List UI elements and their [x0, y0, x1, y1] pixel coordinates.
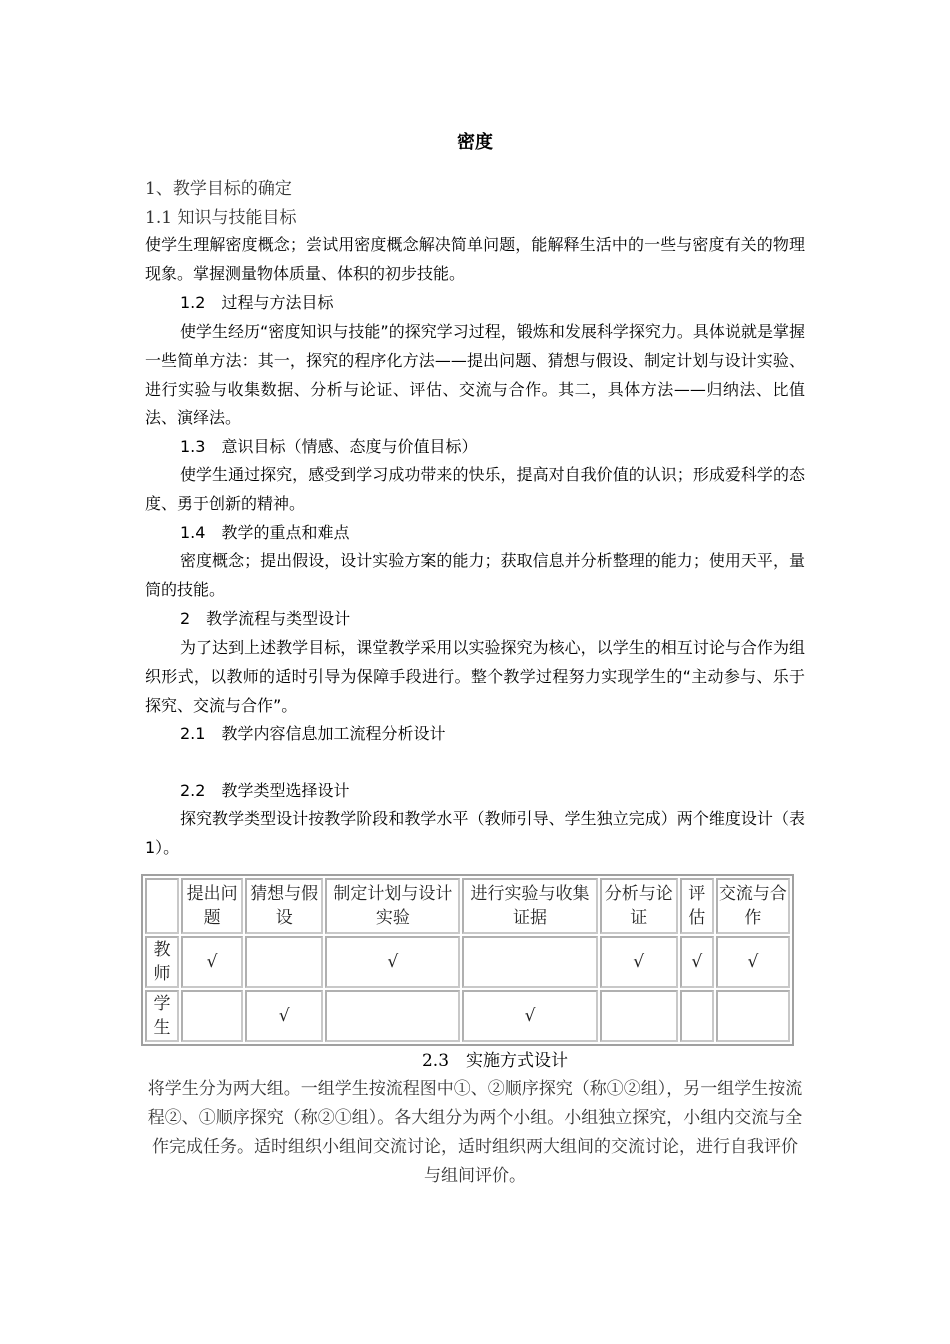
table-cell	[680, 990, 714, 1042]
table-row	[145, 936, 790, 988]
table-cell: √	[716, 936, 790, 988]
section-heading-1: 1、教学目标的确定	[145, 179, 292, 199]
table-cell: √	[245, 990, 323, 1042]
table-header-cell: 评估	[680, 878, 714, 934]
section-heading-2-3: 2.3 实施方式设计	[421, 1051, 569, 1071]
table-cell: √	[181, 936, 243, 988]
table-cell	[716, 990, 790, 1042]
section-heading-1-1: 1.1 知识与技能目标	[145, 208, 297, 228]
section-heading-2: 2 教学流程与类型设计	[180, 609, 351, 628]
section-heading-2-1: 2.1 教学内容信息加工流程分析设计	[180, 724, 446, 743]
paragraph-1-3: 使学生通过探究，感受到学习成功带来的快乐，提高对自我价值的认识；形成爱科学的态度、勇于创新的精神。	[145, 465, 805, 513]
teaching-type-table	[141, 874, 794, 1046]
table-cell	[462, 936, 597, 988]
paragraph-2-2: 探究教学类型设计按教学阶段和教学水平（教师引导、学生独立完成）两个维度设计（表1）。	[145, 809, 805, 857]
table-row	[145, 990, 790, 1042]
table-cell	[325, 990, 460, 1042]
table-header-cell: 交流与合作	[716, 878, 790, 934]
table-cell	[181, 990, 243, 1042]
table-cell: √	[325, 936, 460, 988]
table-header-cell: 进行实验与收集证据	[462, 878, 597, 934]
table-header-cell: 提出问题	[181, 878, 243, 934]
section-heading-2-2: 2.2 教学类型选择设计	[180, 781, 350, 800]
doc-title: 密度	[457, 132, 493, 153]
table-cell	[245, 936, 323, 988]
paragraph-1-4: 密度概念；提出假设，设计实验方案的能力；获取信息并分析整理的能力；使用天平，量筒的技能。	[145, 551, 805, 599]
table-header-cell: 制定计划与设计实验	[325, 878, 460, 934]
table-cell	[600, 990, 678, 1042]
paragraph-2-3: 将学生分为两大组。一组学生按流程图中①、②顺序探究（称①②组），另一组学生按流程②、①顺序探究（称②①组）。各大组分为两个小组。小组独立探究，小组内交流与全作完成任务。适时组织小组间交流讨论，适时组织两大组间的交流讨论，进行自我评价与组间评价。	[147, 1079, 803, 1186]
table-header-cell: 猜想与假设	[245, 878, 323, 934]
table-cell: √	[462, 990, 597, 1042]
paragraph-2: 为了达到上述教学目标，课堂教学采用以实验探究为核心，以学生的相互讨论与合作为组织形式，以教师的适时引导为保障手段进行。整个教学过程努力实现学生的“主动参与、乐于探究、交流与合作”。	[145, 638, 805, 715]
section-heading-1-2: 1.2 过程与方法目标	[180, 293, 334, 312]
table-header-cell: 分析与论证	[600, 878, 678, 934]
paragraph-1-1: 使学生理解密度概念；尝试用密度概念解决简单问题，能解释生活中的一些与密度有关的物理现象。掌握测量物体质量、体积的初步技能。	[145, 235, 805, 283]
table-cell: 学生	[145, 990, 179, 1042]
section-heading-1-4: 1.4 教学的重点和难点	[180, 523, 350, 542]
table-header-row	[145, 878, 790, 934]
section-heading-1-3: 1.3 意识目标（情感、态度与价值目标）	[180, 437, 478, 456]
table-cell: 教师	[145, 936, 179, 988]
table-header-cell	[145, 878, 179, 934]
table-cell: √	[600, 936, 678, 988]
table-cell: √	[680, 936, 714, 988]
paragraph-1-2: 使学生经历“密度知识与技能”的探究学习过程，锻炼和发展科学探究力。具体说就是掌握一些简单方法：其一，探究的程序化方法——提出问题、猜想与假设、制定计划与设计实验、进行实验与收集数据、分析与论证、评估、交流与合作。其二，具体方法——归纳法、比值法、演绎法。	[145, 322, 805, 428]
